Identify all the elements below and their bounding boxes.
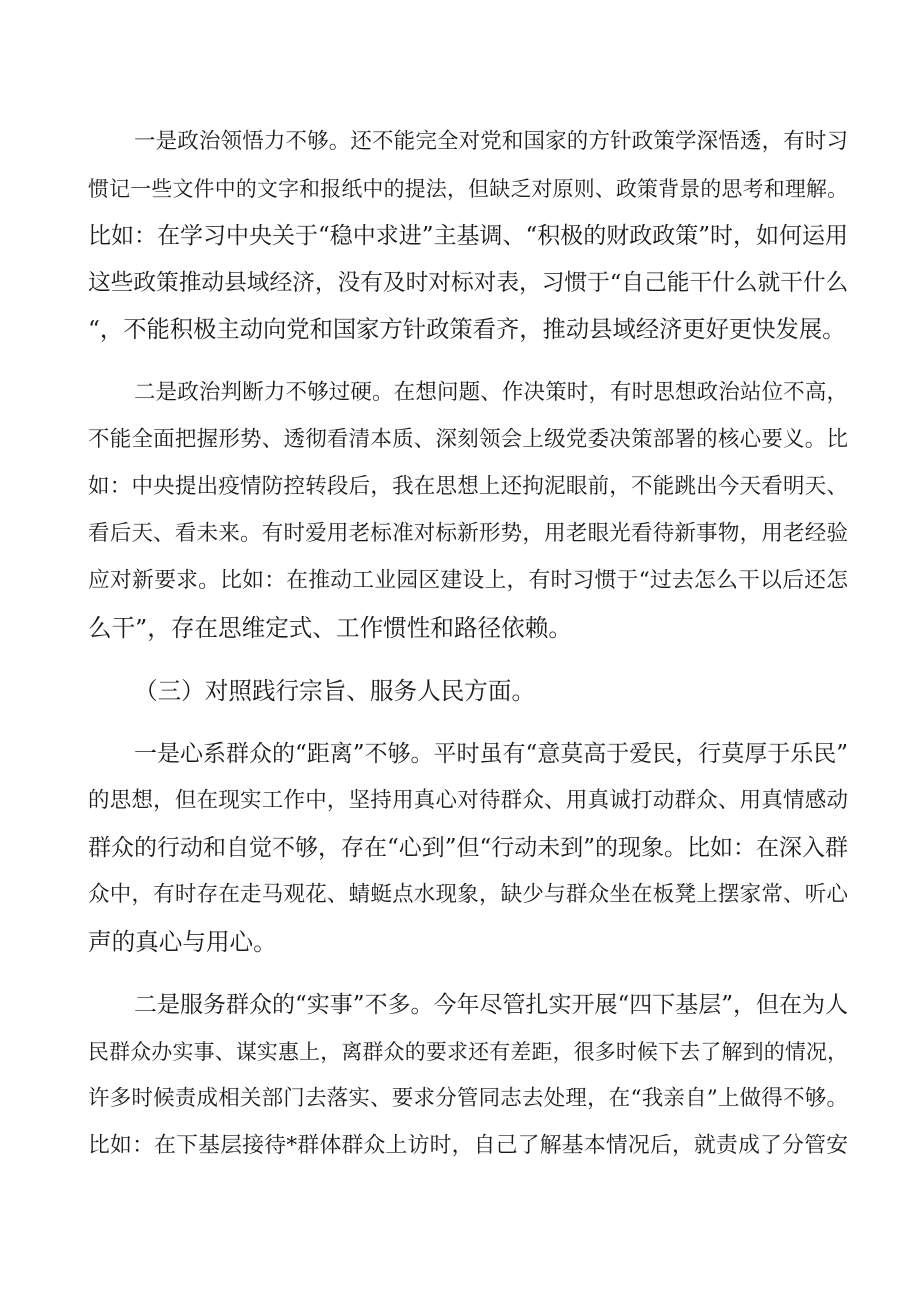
text-line: 么干”，存在思维定式、工作惯性和路径依赖。 <box>88 614 572 642</box>
text-line: 比如：在下基层接待*群体群众上访时，自己了解基本情况后，就责成了分管安 <box>88 1133 848 1158</box>
text-line: 惯记一些文件中的文字和报纸中的提法，但缺乏对原则、政策背景的思考和理解。 <box>88 177 848 201</box>
text-line: 声的真心与用心。 <box>88 928 277 956</box>
text-line: 群众的行动和自觉不够，存在“心到”但“行动未到”的现象。比如：在深入群 <box>88 835 849 861</box>
text-line: 二是政治判断力不够过硬。在想问题、作决策时，有时思想政治站位不高， <box>134 380 848 405</box>
text-line: 的思想，但在现实工作中，坚持用真心对待群众、用真诚打动群众、用真情感动 <box>88 788 848 813</box>
text-line: 众中，有时存在走马观花、蜻蜓点水现象，缺少与群众坐在板凳上摆家常、听心 <box>88 882 848 907</box>
section-heading-text: （三）对照践行宗旨、服务人民方面。 <box>134 677 536 705</box>
text-line: 这些政策推动县域经济，没有及时对标对表，习惯于“自己能干什么就干什么 <box>88 270 849 296</box>
text-line: 应对新要求。比如：在推动工业园区建设上，有时习惯于“过去怎么干以后还怎 <box>88 568 848 593</box>
text-line: 看后天、看未来。有时爱用老标准对标新形势，用老眼光看待新事物，用老经验 <box>88 521 848 546</box>
text-line: 二是服务群众的“实事”不多。今年尽管扎实开展“四下基层”，但在为人 <box>134 992 849 1018</box>
text-line: 如：中央提出疫情防控转段后，我在思想上还拘泥眼前，不能跳出今天看明天、 <box>88 474 848 499</box>
text-line: 许多时候责成相关部门去落实、要求分管同志去处理，在“我亲自”上做得不够。 <box>88 1086 848 1111</box>
text-line: “，不能积极主动向党和国家方针政策看齐，推动县域经济更好更快发展。 <box>88 316 846 343</box>
text-line: 一是心系群众的“距离”不够。平时虽有“意莫高于爱民，行莫厚于乐民” <box>134 741 849 767</box>
text-line: 民群众办实事、谋实惠上，离群众的要求还有差距，很多时候下去了解到的情况， <box>88 1040 848 1064</box>
text-line: 比如：在学习中央关于“稳中求进”主基调、“积极的财政政策”时，如何运用 <box>88 223 849 249</box>
text-line: 不能全面把握形势、透彻看清本质、深刻领会上级党委决策部署的核心要义。比 <box>88 427 848 452</box>
text-line: 一是政治领悟力不够。还不能完全对党和国家的方针政策学深悟透，有时习 <box>134 129 848 154</box>
